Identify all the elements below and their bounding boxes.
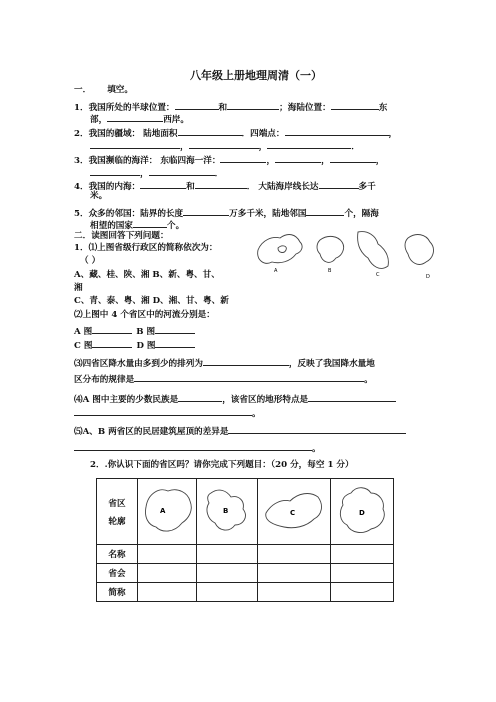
part-4-line-1 — [74, 392, 396, 406]
q1-text-d: 东 — [378, 103, 388, 113]
table-capital-d[interactable] — [331, 564, 394, 583]
section-two-label: 二． — [74, 231, 92, 241]
q1-text-f: 西岸。 — [163, 115, 189, 125]
table-map-label-a: A — [160, 507, 166, 515]
option-cd: C、青、泰、粤、湘 D、湘、甘、粤、新 — [74, 296, 229, 306]
q4-blank-3[interactable] — [319, 179, 359, 189]
part-1-question: 1．⑴上图省级行政区的简称依次为： — [74, 243, 218, 253]
q4-num: 4． — [74, 182, 89, 192]
table-outline-cell-b — [197, 479, 258, 545]
section-two-header — [74, 231, 169, 242]
p3-text-c: 区分布的规律是 — [74, 375, 135, 385]
map-b-outline — [317, 236, 344, 262]
q3-text-f: ． — [214, 169, 224, 179]
question-4 — [74, 179, 376, 193]
option-ab-cont: 湘 — [74, 283, 83, 293]
question-2-cont — [90, 139, 360, 153]
q1-text-e: 部， — [90, 115, 108, 125]
q5-blank-1[interactable] — [183, 206, 229, 216]
table-capital-b[interactable] — [197, 564, 258, 583]
q4-text-b: 和 — [186, 182, 195, 192]
map-a-outline — [258, 235, 302, 264]
option-ab: A、藏、桂、陕、湘 B、新、粤、甘、 — [74, 270, 220, 280]
q1-blank-3[interactable] — [331, 100, 379, 110]
part-2-row-ab — [74, 324, 195, 338]
q4-blank-1[interactable] — [140, 179, 186, 189]
province-maps-figure — [250, 222, 450, 284]
part-2-row-cd — [74, 338, 195, 352]
p3-blank-1[interactable] — [203, 356, 289, 366]
p4-text-a: ⑷A 图中主要的少数民族是 — [74, 395, 179, 405]
q2-blank-4[interactable] — [189, 139, 259, 149]
part-5-line-1 — [74, 424, 406, 438]
p4-blank-2[interactable] — [308, 392, 396, 402]
rivers-a-blank[interactable] — [92, 324, 132, 334]
q2-blank-1[interactable] — [178, 126, 242, 136]
q4-text-a: 我国的内海： — [88, 182, 141, 192]
q1-blank-2[interactable] — [227, 100, 279, 110]
q5-text-a: 众多的邻国：陆界的长度 — [88, 209, 184, 219]
map-c-outline — [358, 232, 389, 269]
p3-text-b: ，反映了我国降水量地 — [288, 359, 375, 369]
q4-text-d: 多千 — [358, 182, 376, 192]
table-abbr-a[interactable] — [138, 583, 197, 602]
q2-text-c: ， — [388, 129, 398, 139]
map-label-c: C — [376, 272, 380, 278]
p4-text-b: ，该省区的地形特点是 — [222, 395, 309, 405]
table-name-b[interactable] — [197, 545, 258, 564]
q4-text-c: ． 大陆海岸线长达 — [246, 182, 319, 192]
table-header-line-2: 轮廓 — [108, 516, 126, 527]
q3-text-a: 我国濒临的海洋： 东临四海一洋： — [88, 156, 221, 166]
p3-blank-2[interactable] — [134, 372, 364, 382]
question-3-cont — [90, 166, 223, 180]
section-one-label: 一． — [74, 85, 92, 95]
part-3-line-2 — [74, 372, 373, 386]
table-row-capital-label: 省会 — [97, 564, 138, 583]
table-capital-a[interactable] — [138, 564, 197, 583]
p5-text-a: ⑸A、B 两省区的民居建筑屋顶的差异是 — [74, 427, 229, 437]
q1-text-a: 我国所处的半球位置： — [88, 103, 175, 113]
p5-blank-1[interactable] — [228, 424, 406, 434]
map-label-d: D — [426, 274, 430, 280]
question-2b: 2．.你认识下面的省区吗？请你完成下列题目：（20 分，每空 1 分） — [90, 460, 354, 470]
q2-text-e: ， — [258, 142, 268, 152]
part-5-line-2 — [74, 441, 321, 455]
rivers-c-blank[interactable] — [92, 338, 132, 348]
p3-text-a: ⑶四省区降水量由多到少的排列为 — [74, 359, 203, 369]
question-3 — [74, 153, 384, 167]
table-map-a — [138, 479, 196, 541]
map-a-lake — [278, 246, 286, 253]
q1-text-c: ；海陆位置： — [279, 103, 331, 113]
table-capital-c[interactable] — [258, 564, 331, 583]
map-label-a: A — [274, 268, 278, 274]
map-label-b: B — [328, 268, 332, 274]
question-2 — [74, 126, 397, 140]
table-name-c[interactable] — [258, 545, 331, 564]
table-abbr-b[interactable] — [197, 583, 258, 602]
q3-blank-3[interactable] — [330, 153, 376, 163]
table-name-d[interactable] — [331, 545, 394, 564]
part-3-line-1 — [74, 356, 375, 370]
rivers-c-label: C 图 — [74, 341, 93, 351]
q3-text-e: ， — [140, 169, 149, 179]
table-outline-cell-c — [258, 479, 331, 545]
q2-num: 2． — [74, 129, 89, 139]
p4-blank-3[interactable] — [74, 406, 252, 416]
q2-text-a: 我国的疆域： 陆地面积 — [88, 129, 178, 139]
question-4-cont: 米。 — [90, 191, 108, 201]
q2-blank-5[interactable] — [267, 139, 351, 149]
q4-blank-2[interactable] — [195, 179, 247, 189]
page-title: 八年级上册地理周清（一） — [190, 69, 322, 82]
part-2-question: ⑵上图中 4 个省区中的河流分别是： — [74, 310, 215, 320]
rivers-b-blank[interactable] — [155, 324, 195, 334]
q3-blank-4[interactable] — [90, 166, 140, 176]
q5-num: 5． — [74, 209, 89, 219]
table-abbr-c[interactable] — [258, 583, 331, 602]
q1-num: 1． — [74, 103, 89, 113]
q3-text-c: ， — [321, 156, 330, 166]
table-map-d — [331, 479, 393, 541]
table-map-label-c: C — [290, 509, 296, 517]
table-abbr-d[interactable] — [331, 583, 394, 602]
part-4-line-2 — [74, 406, 261, 420]
table-header-outline — [97, 479, 138, 545]
p4-text-c: 。 — [252, 409, 261, 419]
section-one-header — [74, 85, 133, 96]
table-row-name-label: 名称 — [97, 545, 138, 564]
question-5-cont — [90, 218, 184, 232]
table-map-b — [197, 479, 257, 541]
q2-blank-2[interactable] — [285, 126, 389, 136]
q3-blank-5[interactable] — [149, 166, 215, 176]
section-two-name: 读图回答下列问题： — [91, 231, 169, 241]
table-outline-cell-d — [331, 479, 394, 545]
table-outline-cell-a — [138, 479, 197, 545]
q3-text-b: ， — [266, 156, 276, 166]
p3-text-d: 。 — [364, 375, 373, 385]
question-1-cont — [90, 112, 189, 126]
table-header-line-1: 省区 — [108, 498, 126, 509]
q2-text-d: ， — [180, 142, 189, 152]
q2-text-f: ． — [351, 142, 360, 152]
table-map-c — [258, 479, 330, 541]
q5-blank-3[interactable] — [133, 218, 167, 228]
p5-blank-2[interactable] — [74, 441, 312, 451]
section-one-name: 填空。 — [107, 85, 133, 95]
q5-text-c: 个，隔海 — [344, 209, 379, 219]
rivers-b-label: B 图 — [136, 327, 156, 337]
q3-blank-1[interactable] — [220, 153, 266, 163]
table-row-abbr-label: 简称 — [97, 583, 138, 602]
q1-blank-1[interactable] — [175, 100, 219, 110]
map-d-outline — [405, 235, 433, 265]
q5-blank-2[interactable] — [306, 206, 344, 216]
p4-blank-1[interactable] — [178, 392, 222, 402]
q1-text-b: 和 — [218, 103, 228, 113]
province-table — [96, 478, 394, 602]
q5-text-b: 万多千米，陆地邻国 — [229, 209, 307, 219]
q3-blank-2[interactable] — [275, 153, 321, 163]
table-name-a[interactable] — [138, 545, 197, 564]
q3-text-d: ， — [375, 156, 385, 166]
q1-blank-4[interactable] — [107, 112, 163, 122]
table-map-label-b: B — [223, 507, 229, 515]
q2-blank-3[interactable] — [90, 139, 180, 149]
rivers-a-label: A 图 — [74, 327, 93, 337]
rivers-d-label: D 图 — [136, 341, 156, 351]
q2-text-b: ．四端点： — [241, 129, 285, 139]
rivers-d-blank[interactable] — [155, 338, 195, 348]
p5-text-b: 。 — [312, 444, 321, 454]
q5-text-d: 相望的国家 — [90, 221, 133, 231]
q3-num: 3． — [74, 156, 89, 166]
q5-text-e: 个。 — [166, 221, 185, 231]
part-1-answer-bracket[interactable]: （ ） — [80, 256, 101, 266]
table-map-label-d: D — [359, 509, 365, 517]
